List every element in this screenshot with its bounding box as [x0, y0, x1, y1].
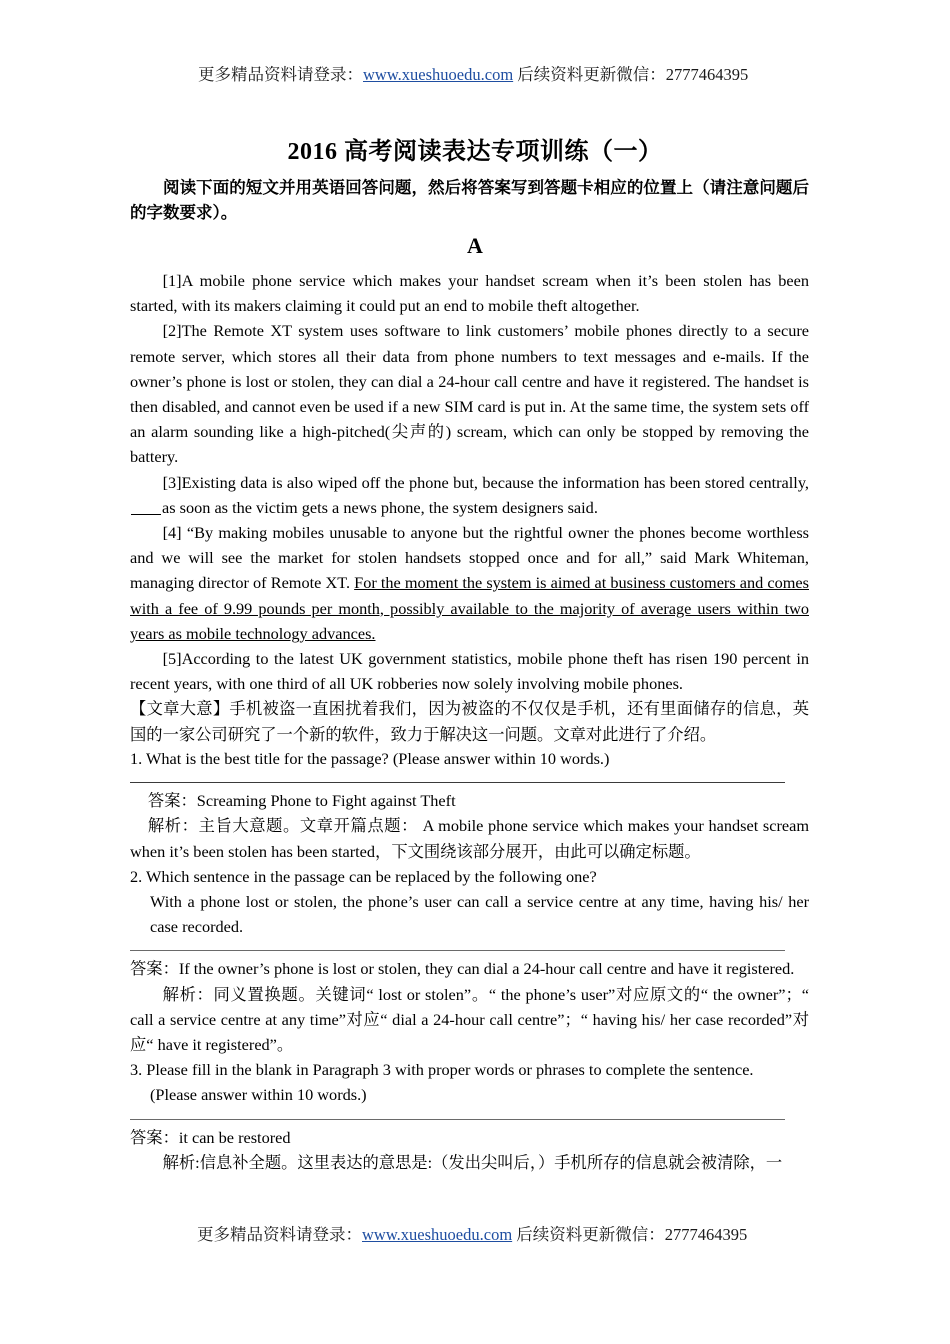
answer-2-label: 答案： — [130, 959, 179, 979]
answer-3-text: it can be restored — [178, 1127, 291, 1147]
answer-3-label: 答案： — [130, 1127, 179, 1147]
analysis-1-text: 主旨大意题。文章开篇点题： A mobile phone service which makes your handset scream when it’s been stolen has been started，下文围绕该部分展开，由此可以确定标题。 — [130, 816, 809, 861]
answer-2-text: If the owner’s phone is lost or stolen, they can dial a 24-hour call centre and have it registered. — [178, 959, 795, 979]
passage-paragraph-3-before: [3]Existing data is also wiped off the phone but, because the information has been stored centrally, — [162, 472, 809, 492]
footer-watermark-link[interactable]: www.xueshuoedu.com — [362, 1225, 513, 1244]
answer-3 — [130, 1125, 809, 1150]
question-3: 3. Please fill in the blank in Paragraph 3 with proper words or phrases to complete the sentence. — [130, 1060, 754, 1080]
passage-body — [130, 268, 809, 747]
footer-watermark-suffix: 后续资料更新微信：2777464395 — [516, 1225, 748, 1244]
analysis-1 — [130, 813, 809, 863]
instruction-text: 阅读下面的短文并用英语回答问题，然后将答案写到答题卡相应的位置上（请注意问题后的字数要求）。 — [130, 178, 809, 223]
analysis-3-label: 解析: — [162, 1152, 200, 1172]
header-watermark-link[interactable]: www.xueshuoedu.com — [363, 65, 514, 84]
question-2-sub: With a phone lost or stolen, the phone’s user can call a service centre at any time, having his/ her case recorded. — [150, 892, 809, 937]
passage-paragraph-4 — [130, 520, 809, 646]
passage-paragraph-4-plain: [4] “By making mobiles unusable to anyone but the rightful owner the phones become worthless and we will see the market for stolen handsets stopped once and for all,” said Mark Whiteman, managing director of Remote XT. — [130, 523, 809, 593]
header-watermark-suffix: 后续资料更新微信：2777464395 — [517, 65, 749, 84]
footer-watermark — [197, 1224, 747, 1246]
analysis-2-text: 同义置换题。关键词“ lost or stolen”。“ the phone’s user”对应原文的“ the owner”；“ call a service centre at any time”对应“ dial a 24-hour call centre”；“ having his/ her case recorded”对应“ have it registered”。 — [130, 984, 809, 1055]
analysis-1-label: 解析： — [147, 816, 199, 836]
question-2: 2. Which sentence in the passage can be replaced by the following one? — [130, 866, 597, 886]
answer-1 — [130, 788, 809, 813]
passage-paragraph-1: [1]A mobile phone service which makes your handset scream when it’s been stolen has been started, with its makers claiming it could put an end to mobile theft altogether. — [130, 271, 809, 316]
passage-paragraph-3 — [130, 470, 809, 520]
answer-rule-2 — [130, 950, 785, 951]
answer-rule-3 — [130, 1119, 785, 1120]
footer-watermark-prefix: 更多精品资料请登录： — [197, 1225, 362, 1244]
analysis-2 — [130, 982, 809, 1058]
question-1: 1. What is the best title for the passage? (Please answer within 10 words.) — [130, 749, 610, 768]
passage-paragraph-3-after: as soon as the victim gets a news phone, the system designers said. — [162, 497, 598, 517]
analysis-3-text: 信息补全题。这里表达的意思是:（发出尖叫后，）手机所存的信息就会被清除，一 — [199, 1152, 783, 1172]
answer-1-text: Screaming Phone to Fight against Theft — [196, 791, 456, 811]
questions-answers-block — [130, 746, 809, 1175]
answer-2 — [130, 956, 809, 981]
answer-1-label: 答案： — [147, 791, 197, 811]
passage-paragraph-4-underlined: For the moment the system is aimed at business customers and comes with a fee of 9.99 pounds per month, possibly available to the majority of average users within two years as mobile technology advances. — [130, 573, 809, 643]
header-watermark-prefix: 更多精品资料请登录： — [198, 65, 363, 84]
analysis-2-label: 解析： — [162, 984, 214, 1004]
header-watermark — [198, 64, 748, 86]
question-3-sub: (Please answer within 10 words.) — [150, 1085, 367, 1105]
passage-paragraph-5: [5]According to the latest UK government statistics, mobile phone theft has risen 190 percent in recent years, with one third of all UK robberies now solely involving mobile phones. — [130, 649, 809, 694]
passage-paragraph-2: [2]The Remote XT system uses software to link customers’ mobile phones directly to a secure remote server, which stores all their data from phone numbers to text messages and e-mails. If the owner’s phone is lost or stolen, they can dial a 24-hour call centre and have it registered. The handset is then disabled, and cannot even be used if a new SIM card is put in. At the same time, the system sets off an alarm sounding like a high-pitched(尖声的) scream, which can only be stopped by removing the battery. — [130, 321, 809, 467]
passage-summary: 【文章大意】手机被盗一直困扰着我们，因为被盗的不仅仅是手机，还有里面储存的信息，英国的一家公司研究了一个新的软件，致力于解决这一问题。文章对此进行了介绍。 — [130, 699, 809, 744]
answer-rule-1 — [130, 782, 785, 783]
page-title: 2016 高考阅读表达专项训练（一） — [287, 139, 663, 165]
fill-in-blank — [131, 514, 161, 515]
section-letter-a: A — [467, 233, 483, 258]
analysis-3 — [130, 1150, 809, 1175]
